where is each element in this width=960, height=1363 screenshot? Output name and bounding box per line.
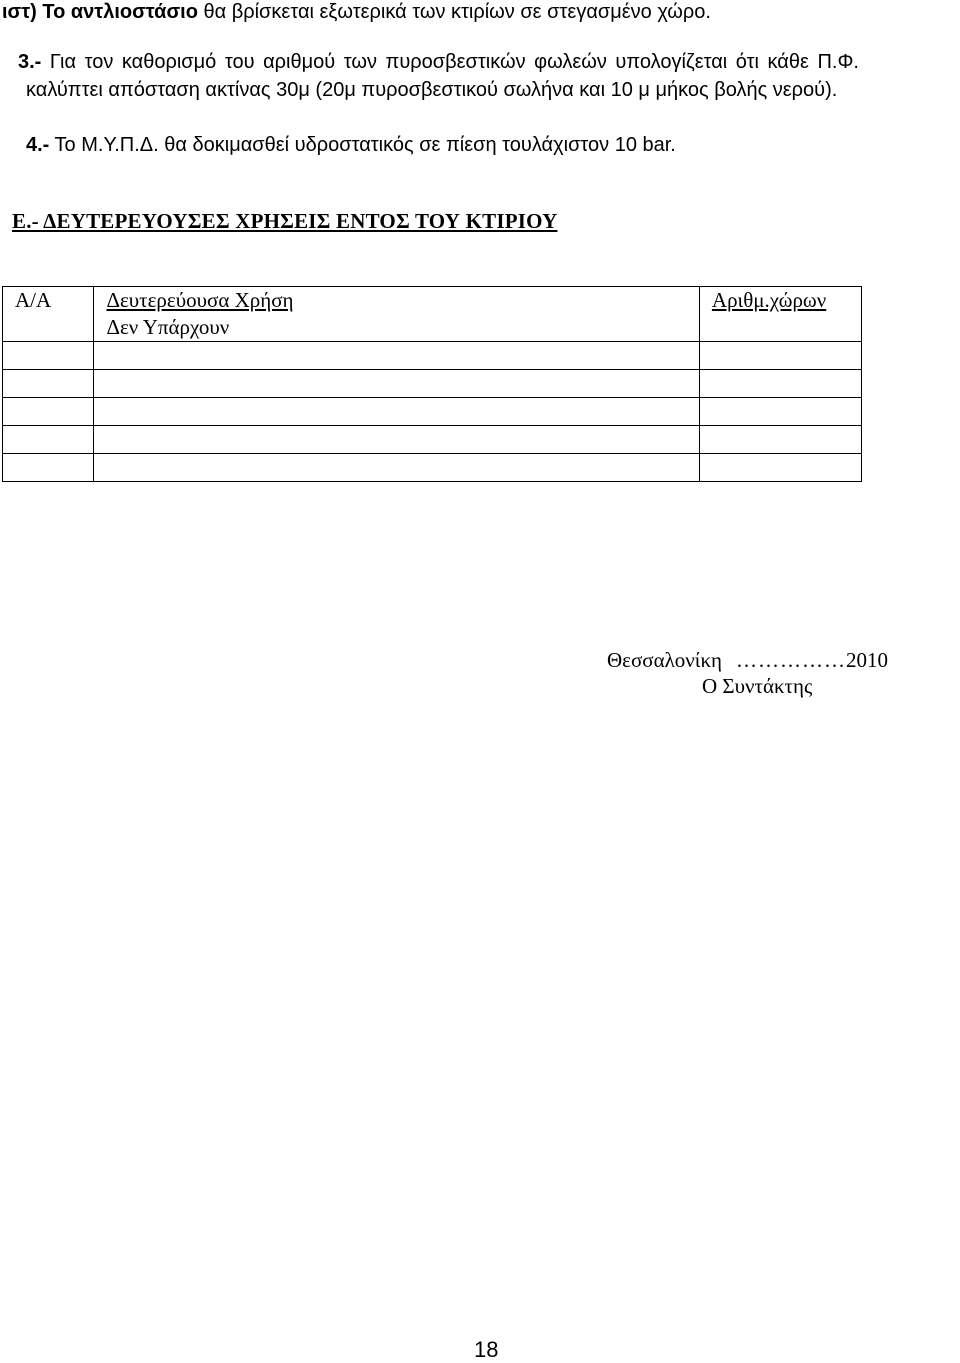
item-3-number: 3.- [18, 51, 42, 73]
signature-date-placeholder: …………… [736, 648, 847, 672]
signature-year: 2010 [846, 648, 889, 672]
header-secondary-use-label: Δευτερεύουσα Χρήση [106, 288, 294, 312]
header-secondary-use [94, 287, 699, 342]
table-row [3, 398, 862, 426]
item-3-line-2 [26, 78, 837, 102]
table-row [3, 342, 862, 370]
item-3-line-1 [18, 50, 859, 74]
paragraph-pump-station [2, 0, 711, 24]
table-row [3, 370, 862, 398]
section-e-heading: Ε.- ΔΕΥΤΕΡΕΥΟΥΣΕΣ ΧΡΗΣΕΙΣ ΕΝΤΟΣ ΤΟΥ ΚΤΙΡΙΟΥ [12, 209, 558, 233]
item-4 [26, 133, 676, 157]
secondary-uses-table [2, 286, 862, 482]
header-aa: Α/Α [3, 287, 94, 342]
item-label-ist: ιστ) Το αντλιοστάσιο [2, 1, 198, 23]
item-4-text: Το Μ.Υ.Π.Δ. θα δοκιμασθεί υδροστατικός σε πίεση τουλάχιστον 10 bar. [49, 134, 676, 156]
signature-place-date [607, 647, 888, 673]
item-3-text-2: καλύπτει απόσταση ακτίνας 30μ (20μ πυροσβεστικού σωλήνα και 10 μ μήκος βολής νερού). [26, 79, 838, 101]
header-none-note: Δεν Υπάρχουν [106, 315, 230, 339]
item-3-text-1: Για τον καθορισμό του αριθμού των πυροσβεστικών φωλεών υπολογίζεται ότι κάθε Π.Φ. [41, 51, 859, 73]
table-header-row [3, 287, 862, 342]
signature-role: Ο Συντάκτης [702, 674, 813, 698]
page-number: 18 [474, 1337, 499, 1362]
item-4-number: 4.- [26, 134, 50, 156]
signature-city: Θεσσαλονίκη [607, 648, 723, 672]
pump-station-text: θα βρίσκεται εξωτερικά των κτιρίων σε στεγασμένο χώρο. [197, 1, 711, 23]
table-row [3, 426, 862, 454]
table-row [3, 454, 862, 482]
header-room-count: Αριθμ.χώρων [699, 287, 861, 342]
